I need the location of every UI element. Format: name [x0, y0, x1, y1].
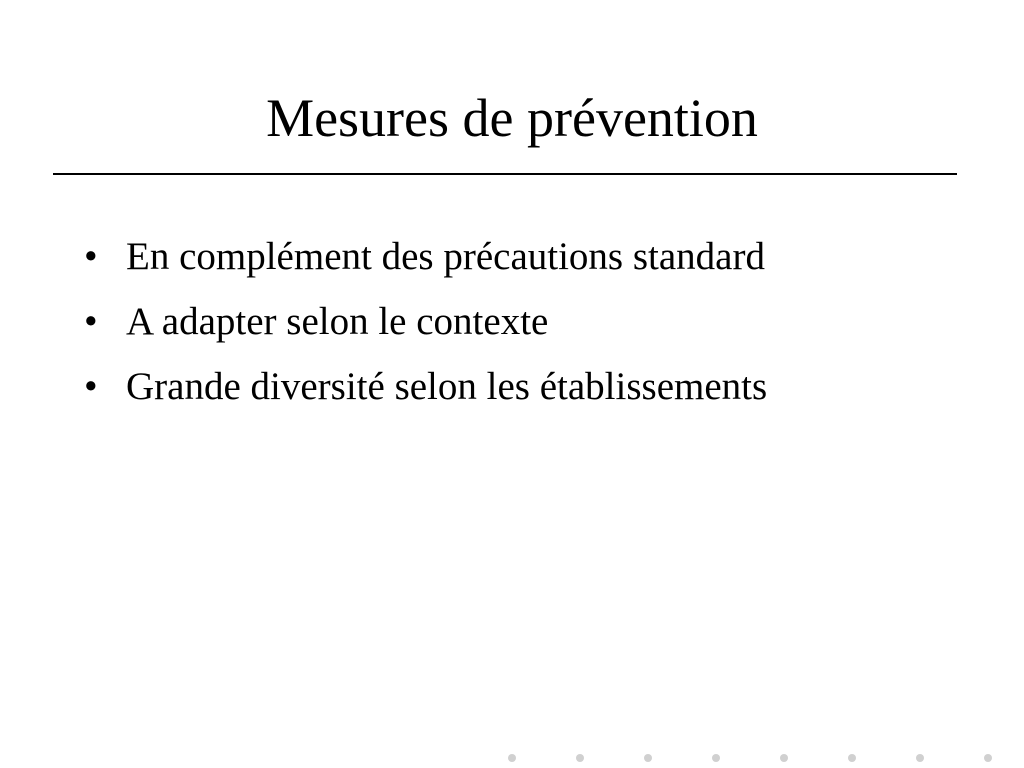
bullet-item — [84, 297, 964, 362]
footer-dot — [916, 754, 924, 762]
footer-dot — [576, 754, 584, 762]
bullet-item — [84, 362, 964, 427]
footer-dots — [0, 754, 1024, 764]
bullet-icon: • — [84, 300, 98, 343]
footer-dot — [712, 754, 720, 762]
footer-dot — [780, 754, 788, 762]
bullet-icon: • — [84, 235, 98, 278]
title-divider — [53, 173, 957, 175]
bullet-text: En complément des précautions standard — [126, 235, 765, 278]
slide-title: Mesures de prévention — [266, 88, 758, 148]
bullet-text: A adapter selon le contexte — [126, 300, 549, 343]
footer-dot — [848, 754, 856, 762]
footer-dot — [508, 754, 516, 762]
bullet-list — [84, 232, 964, 427]
bullet-item — [84, 232, 964, 297]
bullet-icon: • — [84, 365, 98, 408]
footer-dot — [984, 754, 992, 762]
footer-dot — [644, 754, 652, 762]
bullet-text: Grande diversité selon les établissements — [126, 365, 768, 408]
